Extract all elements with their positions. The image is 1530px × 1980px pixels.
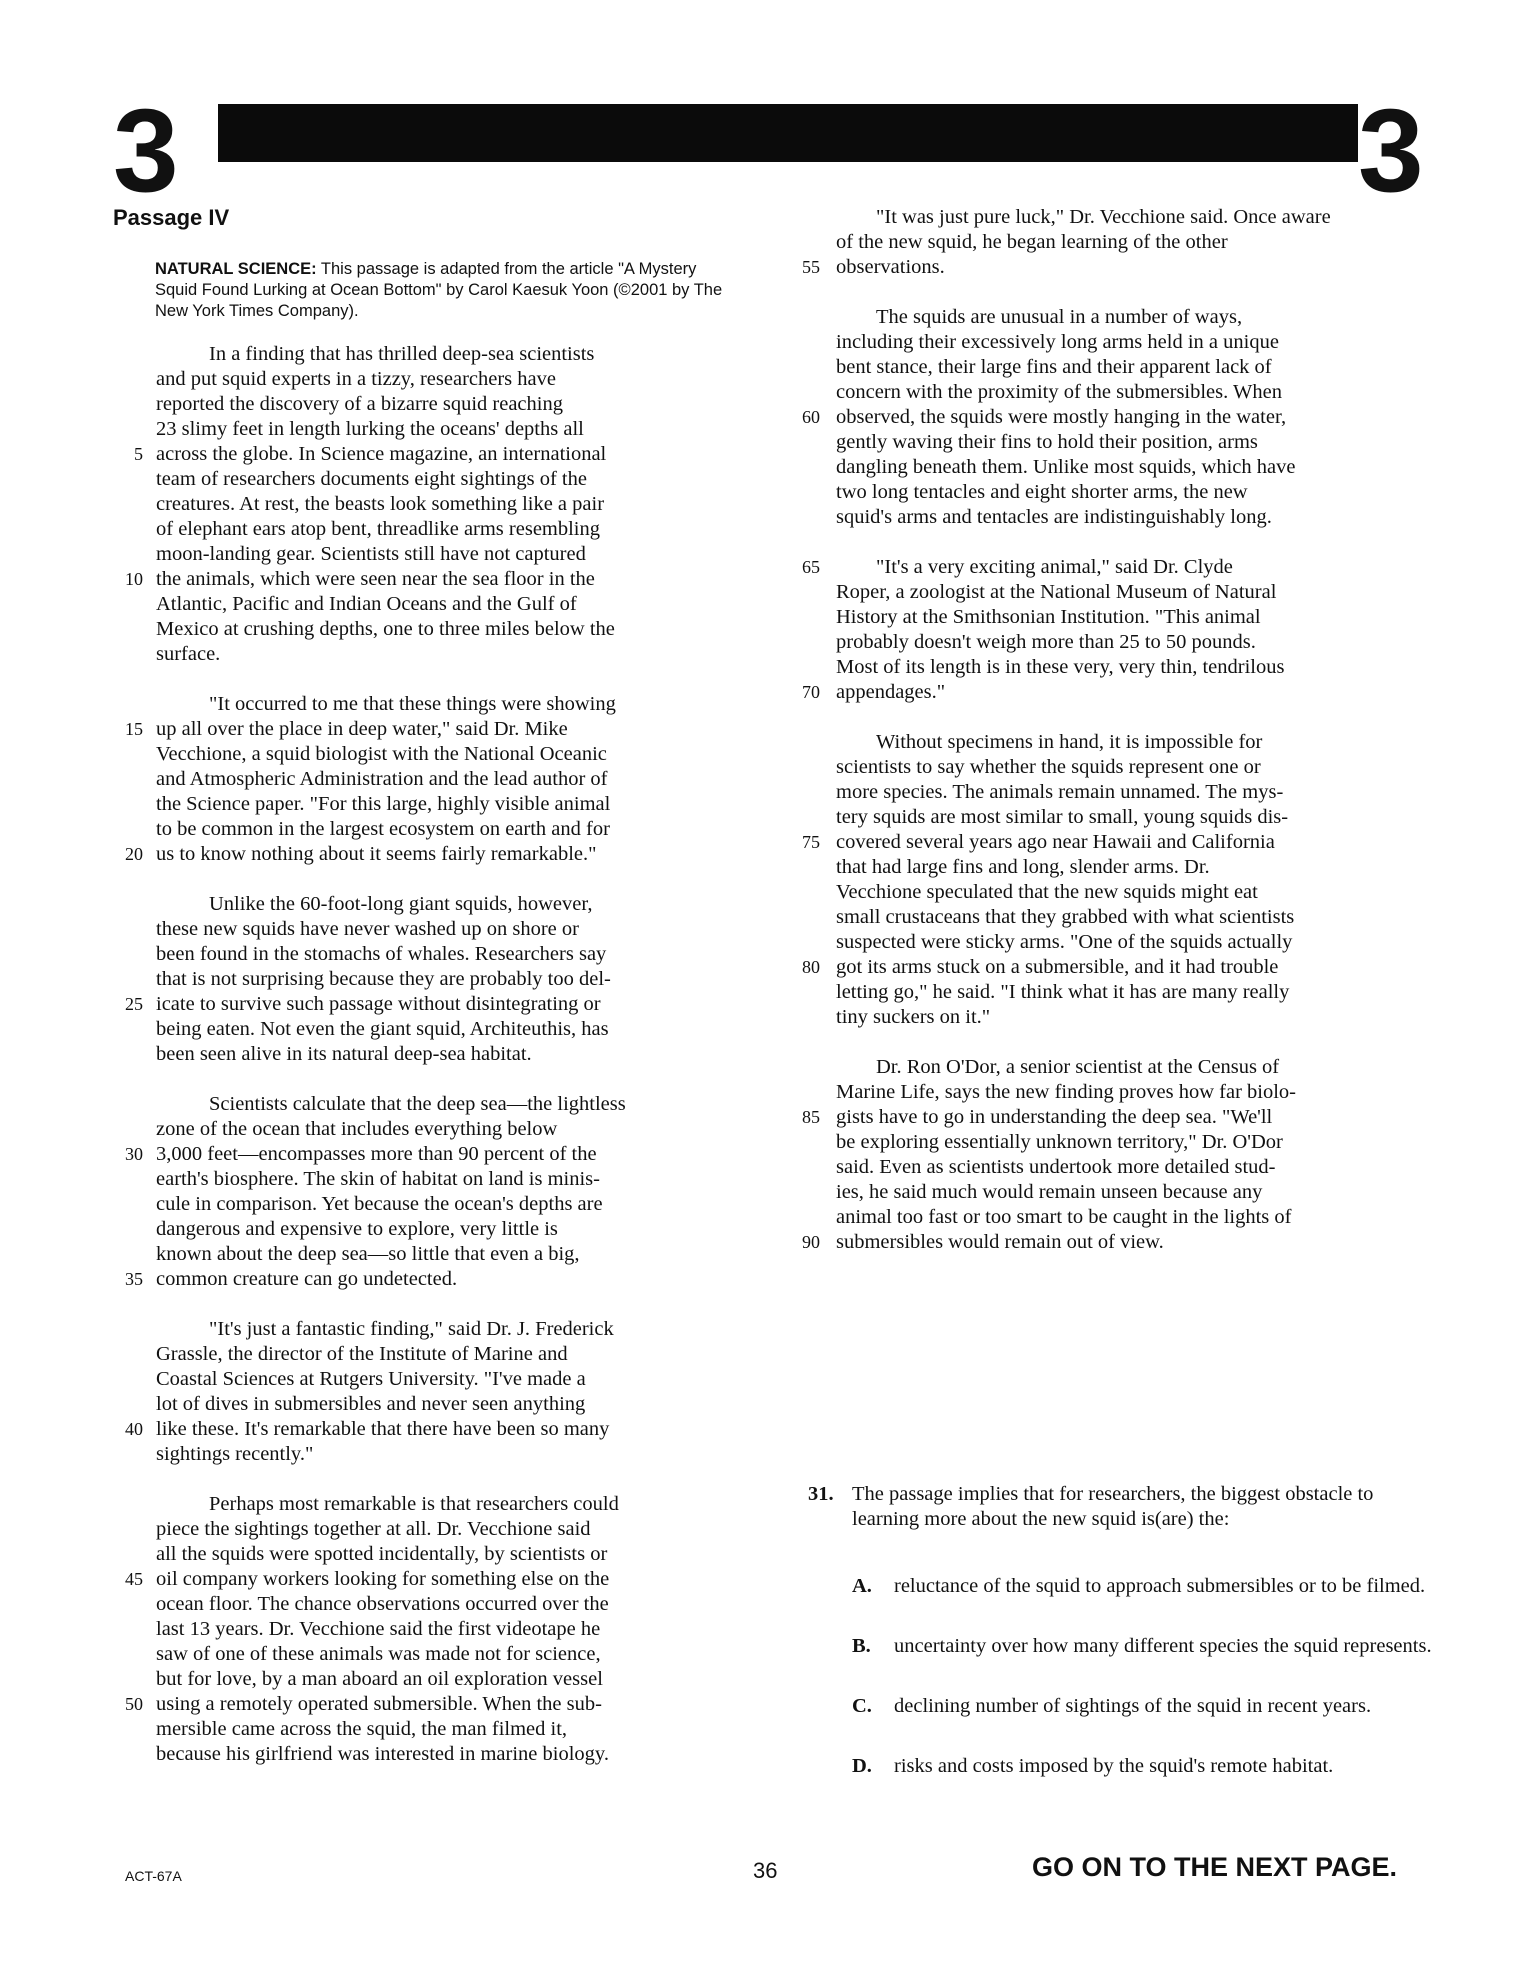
passage-line (113, 617, 703, 642)
passage-line (113, 1442, 703, 1467)
intro-label: NATURAL SCIENCE: (155, 260, 317, 278)
passage-line (113, 1342, 703, 1367)
passage-line (113, 1042, 703, 1067)
go-on-notice: GO ON TO THE NEXT PAGE. (1032, 1852, 1398, 1882)
passage-line (780, 605, 1440, 630)
line-text: because his girlfriend was interested in marine biology. (156, 1743, 609, 1765)
left-paragraphs (113, 342, 703, 1767)
passage-line (780, 1080, 1440, 1105)
option-text: uncertainty over how many different species the squid represents. (894, 1635, 1432, 1657)
passage-line (780, 1055, 1440, 1080)
passage-line (113, 1267, 703, 1292)
line-text: all the squids were spotted incidentally, by scientists or (156, 1543, 608, 1565)
passage-line (780, 955, 1440, 980)
line-text: more species. The animals remain unnamed. The mys- (836, 781, 1284, 803)
line-text: said. Even as scientists undertook more detailed stud- (836, 1156, 1276, 1178)
line-text: like these. It's remarkable that there have been so many (156, 1418, 610, 1440)
passage-line (780, 455, 1440, 480)
line-text: zone of the ocean that includes everything below (156, 1118, 558, 1140)
passage-line (780, 930, 1440, 955)
passage-paragraph (113, 1317, 703, 1467)
passage-line (113, 567, 703, 592)
passage-line (113, 442, 703, 467)
passage-line (113, 1742, 703, 1767)
option-text: declining number of sightings of the squid in recent years. (894, 1695, 1372, 1717)
passage-line (780, 1180, 1440, 1205)
question-stem: The passage implies that for researchers, the biggest obstacle to learning more about the new squid is(are) the: (852, 1483, 1374, 1530)
passage-line (780, 430, 1440, 455)
line-number: 10 (125, 569, 143, 589)
line-number: 80 (802, 957, 820, 977)
line-text: lot of dives in submersibles and never seen anything (156, 1393, 586, 1415)
passage-paragraph (113, 692, 703, 867)
passage-line (113, 792, 703, 817)
line-text: moon-landing gear. Scientists still have not captured (156, 543, 586, 565)
passage-line (113, 542, 703, 567)
line-text: gently waving their fins to hold their position, arms (836, 431, 1258, 453)
passage-line (780, 755, 1440, 780)
passage-intro (155, 259, 735, 322)
line-text: the animals, which were seen near the sea floor in the (156, 568, 595, 590)
section-number-right: 3 (1358, 85, 1424, 217)
passage-line (780, 730, 1440, 755)
line-text: In a finding that has thrilled deep-sea scientists (209, 343, 595, 365)
line-text: Vecchione speculated that the new squids might eat (836, 881, 1258, 903)
passage-line (113, 967, 703, 992)
line-number: 30 (125, 1144, 143, 1164)
line-text: of elephant ears atop bent, threadlike arms resembling (156, 518, 601, 540)
passage-line (113, 892, 703, 917)
passage-line (113, 1567, 703, 1592)
line-text: submersibles would remain out of view. (836, 1231, 1164, 1253)
line-text: Atlantic, Pacific and Indian Oceans and the Gulf of (156, 593, 577, 615)
line-text: across the globe. In Science magazine, an international (156, 443, 607, 465)
line-text: Without specimens in hand, it is impossible for (876, 731, 1263, 753)
passage-line (113, 1692, 703, 1717)
line-number: 65 (802, 557, 820, 577)
passage-line (780, 680, 1440, 705)
line-text: "It's a very exciting animal," said Dr. Clyde (876, 556, 1233, 578)
line-text: and put squid experts in a tizzy, researchers have (156, 368, 556, 390)
passage-line (113, 1617, 703, 1642)
passage-line (113, 1667, 703, 1692)
line-text: these new squids have never washed up on shore or (156, 918, 579, 940)
passage-line (780, 230, 1440, 255)
line-text: 23 slimy feet in length lurking the oceans' depths all (156, 418, 584, 440)
line-text: Roper, a zoologist at the National Museum of Natural (836, 581, 1277, 603)
option-text: reluctance of the squid to approach submersibles or to be filmed. (894, 1575, 1426, 1597)
line-text: Perhaps most remarkable is that researchers could (209, 1493, 619, 1515)
line-text: probably doesn't weigh more than 25 to 50 pounds. (836, 631, 1256, 653)
passage-title: Passage IV (113, 205, 230, 230)
passage-line (113, 692, 703, 717)
passage-line (113, 1167, 703, 1192)
line-text: to be common in the largest ecosystem on earth and for (156, 818, 610, 840)
passage-line (780, 1205, 1440, 1230)
passage-line (113, 717, 703, 742)
passage-line (113, 1392, 703, 1417)
passage-line (113, 992, 703, 1017)
passage-line (113, 1092, 703, 1117)
line-number: 15 (125, 719, 143, 739)
passage-paragraph (113, 342, 703, 667)
intro-text: This passage is adapted from the article "A Mystery Squid Found Lurking at Ocean Bottom" by Carol Kaesuk Yoon (©2001 by The New York Times Company). (155, 260, 723, 320)
passage-left-column (113, 205, 723, 1792)
line-text: last 13 years. Dr. Vecchione said the first videotape he (156, 1618, 601, 1640)
line-text: that is not surprising because they are probably too del- (156, 968, 611, 990)
page-number: 36 (753, 1858, 778, 1883)
passage-line (780, 330, 1440, 355)
passage-line (113, 842, 703, 867)
line-number: 55 (802, 257, 820, 277)
line-number: 75 (802, 832, 820, 852)
option-letter: C. (852, 1695, 872, 1717)
passage-line (113, 1517, 703, 1542)
line-text: that had large fins and long, slender arms. Dr. (836, 856, 1210, 878)
line-number: 90 (802, 1232, 820, 1252)
line-number: 5 (134, 444, 143, 464)
line-text: creatures. At rest, the beasts look something like a pair (156, 493, 605, 515)
line-number: 70 (802, 682, 820, 702)
line-text: of the new squid, he began learning of the other (836, 231, 1228, 253)
passage-line (780, 1230, 1440, 1255)
line-text: 3,000 feet—encompasses more than 90 percent of the (156, 1143, 597, 1165)
passage-line (113, 492, 703, 517)
passage-line (113, 342, 703, 367)
line-text: Marine Life, says the new finding proves how far biolo- (836, 1081, 1296, 1103)
passage-line (780, 630, 1440, 655)
line-text: team of researchers documents eight sightings of the (156, 468, 587, 490)
line-text: got its arms stuck on a submersible, and it had trouble (836, 956, 1279, 978)
line-text: small crustaceans that they grabbed with what scientists (836, 906, 1295, 928)
passage-right-column (780, 205, 1440, 1280)
passage-line (113, 367, 703, 392)
line-text: Mexico at crushing depths, one to three miles below the (156, 618, 615, 640)
passage-line (113, 1217, 703, 1242)
line-text: ies, he said much would remain unseen because any (836, 1181, 1263, 1203)
line-number: 60 (802, 407, 820, 427)
passage-line (113, 1542, 703, 1567)
passage-line (780, 655, 1440, 680)
line-text: reported the discovery of a bizarre squid reaching (156, 393, 563, 415)
line-text: including their excessively long arms held in a unique (836, 331, 1279, 353)
passage-line (113, 1142, 703, 1167)
passage-line (780, 1005, 1440, 1030)
line-text: Dr. Ron O'Dor, a senior scientist at the Census of (876, 1056, 1280, 1078)
line-text: be exploring essentially unknown territory," Dr. O'Dor (836, 1131, 1283, 1153)
line-text: Coastal Sciences at Rutgers University. "I've made a (156, 1368, 586, 1390)
line-text: oil company workers looking for something else on the (156, 1568, 610, 1590)
passage-line (780, 580, 1440, 605)
passage-line (780, 255, 1440, 280)
line-text: surface. (156, 643, 221, 665)
passage-line (780, 905, 1440, 930)
passage-paragraph (780, 305, 1440, 530)
line-text: common creature can go undetected. (156, 1268, 458, 1290)
line-text: letting go," he said. "I think what it has are many really (836, 981, 1290, 1003)
passage-line (780, 780, 1440, 805)
line-text: dangling beneath them. Unlike most squids, which have (836, 456, 1296, 478)
passage-line (113, 1242, 703, 1267)
passage-paragraph (780, 555, 1440, 705)
passage-line (113, 392, 703, 417)
line-text: The squids are unusual in a number of ways, (876, 306, 1243, 328)
line-text: cule in comparison. Yet because the ocean's depths are (156, 1193, 603, 1215)
line-text: saw of one of these animals was made not for science, (156, 1643, 601, 1665)
line-text: concern with the proximity of the submersibles. When (836, 381, 1282, 403)
option-text: risks and costs imposed by the squid's remote habitat. (894, 1755, 1334, 1777)
option-letter: D. (852, 1755, 872, 1777)
passage-paragraph (780, 730, 1440, 1030)
line-text: observations. (836, 256, 945, 278)
passage-paragraph (780, 205, 1440, 280)
question-number: 31. (808, 1483, 834, 1505)
passage-line (113, 1592, 703, 1617)
passage-line (113, 817, 703, 842)
right-paragraphs (780, 205, 1440, 1255)
passage-line (113, 467, 703, 492)
passage-paragraph (780, 1055, 1440, 1255)
passage-line (780, 480, 1440, 505)
line-number: 45 (125, 1569, 143, 1589)
line-text: mersible came across the squid, the man filmed it, (156, 1718, 568, 1740)
line-text: dangerous and expensive to explore, very little is (156, 1218, 558, 1240)
passage-line (113, 1642, 703, 1667)
line-text: animal too fast or too smart to be caught in the lights of (836, 1206, 1292, 1228)
passage-line (113, 1492, 703, 1517)
line-number: 20 (125, 844, 143, 864)
line-text: us to know nothing about it seems fairly remarkable." (156, 843, 597, 865)
line-text: up all over the place in deep water," said Dr. Mike (156, 718, 568, 740)
line-number: 40 (125, 1419, 143, 1439)
form-code: ACT-67A (125, 1868, 182, 1884)
passage-line (113, 517, 703, 542)
passage-line (780, 1155, 1440, 1180)
line-text: appendages." (836, 681, 946, 703)
passage-line (113, 1717, 703, 1742)
passage-line (780, 505, 1440, 530)
line-text: "It was just pure luck," Dr. Vecchione said. Once aware (876, 206, 1331, 228)
line-text: ocean floor. The chance observations occurred over the (156, 1593, 609, 1615)
line-text: tery squids are most similar to small, young squids dis- (836, 806, 1289, 828)
line-text: known about the deep sea—so little that even a big, (156, 1243, 580, 1265)
passage-line (113, 1317, 703, 1342)
passage-line (780, 355, 1440, 380)
passage-line (113, 592, 703, 617)
passage-line (780, 1105, 1440, 1130)
passage-line (780, 380, 1440, 405)
line-text: tiny suckers on it." (836, 1006, 991, 1028)
line-number: 85 (802, 1107, 820, 1127)
passage-line (113, 1367, 703, 1392)
passage-line (780, 205, 1440, 230)
passage-paragraph (113, 1092, 703, 1292)
line-text: Grassle, the director of the Institute of Marine and (156, 1343, 568, 1365)
passage-line (780, 880, 1440, 905)
passage-line (113, 942, 703, 967)
line-text: been found in the stomachs of whales. Researchers say (156, 943, 607, 965)
line-text: but for love, by a man aboard an oil exploration vessel (156, 1668, 603, 1690)
passage-paragraph (113, 1492, 703, 1767)
passage-line (780, 1130, 1440, 1155)
passage-line (113, 1117, 703, 1142)
passage-line (780, 855, 1440, 880)
line-text: Vecchione, a squid biologist with the National Oceanic (156, 743, 607, 765)
line-number: 25 (125, 994, 143, 1014)
passage-line (780, 830, 1440, 855)
line-text: squid's arms and tentacles are indistinguishably long. (836, 506, 1272, 528)
passage-line (113, 742, 703, 767)
passage-line (780, 555, 1440, 580)
line-text: History at the Smithsonian Institution. "This animal (836, 606, 1261, 628)
line-text: the Science paper. "For this large, highly visible animal (156, 793, 611, 815)
passage-line (780, 805, 1440, 830)
line-text: using a remotely operated submersible. When the sub- (156, 1693, 602, 1715)
line-text: earth's biosphere. The skin of habitat on land is minis- (156, 1168, 600, 1190)
line-text: Most of its length is in these very, very thin, tendrilous (836, 656, 1285, 678)
line-text: been seen alive in its natural deep-sea habitat. (156, 1043, 532, 1065)
line-text: "It's just a fantastic finding," said Dr. J. Frederick (209, 1318, 614, 1340)
line-text: "It occurred to me that these things were showing (209, 693, 616, 715)
line-number: 35 (125, 1269, 143, 1289)
line-text: sightings recently." (156, 1443, 314, 1465)
line-text: covered several years ago near Hawaii and California (836, 831, 1275, 853)
line-text: scientists to say whether the squids represent one or (836, 756, 1261, 778)
line-text: Unlike the 60-foot-long giant squids, however, (209, 893, 593, 915)
section-number-left: 3 (113, 85, 179, 217)
passage-line (113, 767, 703, 792)
line-text: icate to survive such passage without disintegrating or (156, 993, 601, 1015)
line-text: bent stance, their large fins and their apparent lack of (836, 356, 1272, 378)
passage-paragraph (113, 892, 703, 1067)
passage-line (113, 1017, 703, 1042)
line-text: suspected were sticky arms. "One of the squids actually (836, 931, 1293, 953)
section-header-bar (218, 104, 1358, 162)
passage-line (780, 980, 1440, 1005)
option-letter: A. (852, 1575, 872, 1597)
line-number: 50 (125, 1694, 143, 1714)
passage-line (113, 1417, 703, 1442)
passage-line (780, 305, 1440, 330)
line-text: piece the sightings together at all. Dr. Vecchione said (156, 1518, 591, 1540)
passage-line (113, 642, 703, 667)
line-text: observed, the squids were mostly hanging in the water, (836, 406, 1287, 428)
passage-line (113, 417, 703, 442)
passage-line (113, 1192, 703, 1217)
passage-line (113, 917, 703, 942)
line-text: gists have to go in understanding the deep sea. "We'll (836, 1106, 1273, 1128)
line-text: and Atmospheric Administration and the lead author of (156, 768, 608, 790)
option-letter: B. (852, 1635, 871, 1657)
line-text: two long tentacles and eight shorter arms, the new (836, 481, 1248, 503)
line-text: being eaten. Not even the giant squid, Architeuthis, has (156, 1018, 609, 1040)
passage-line (780, 405, 1440, 430)
line-text: Scientists calculate that the deep sea—the lightless (209, 1093, 626, 1115)
